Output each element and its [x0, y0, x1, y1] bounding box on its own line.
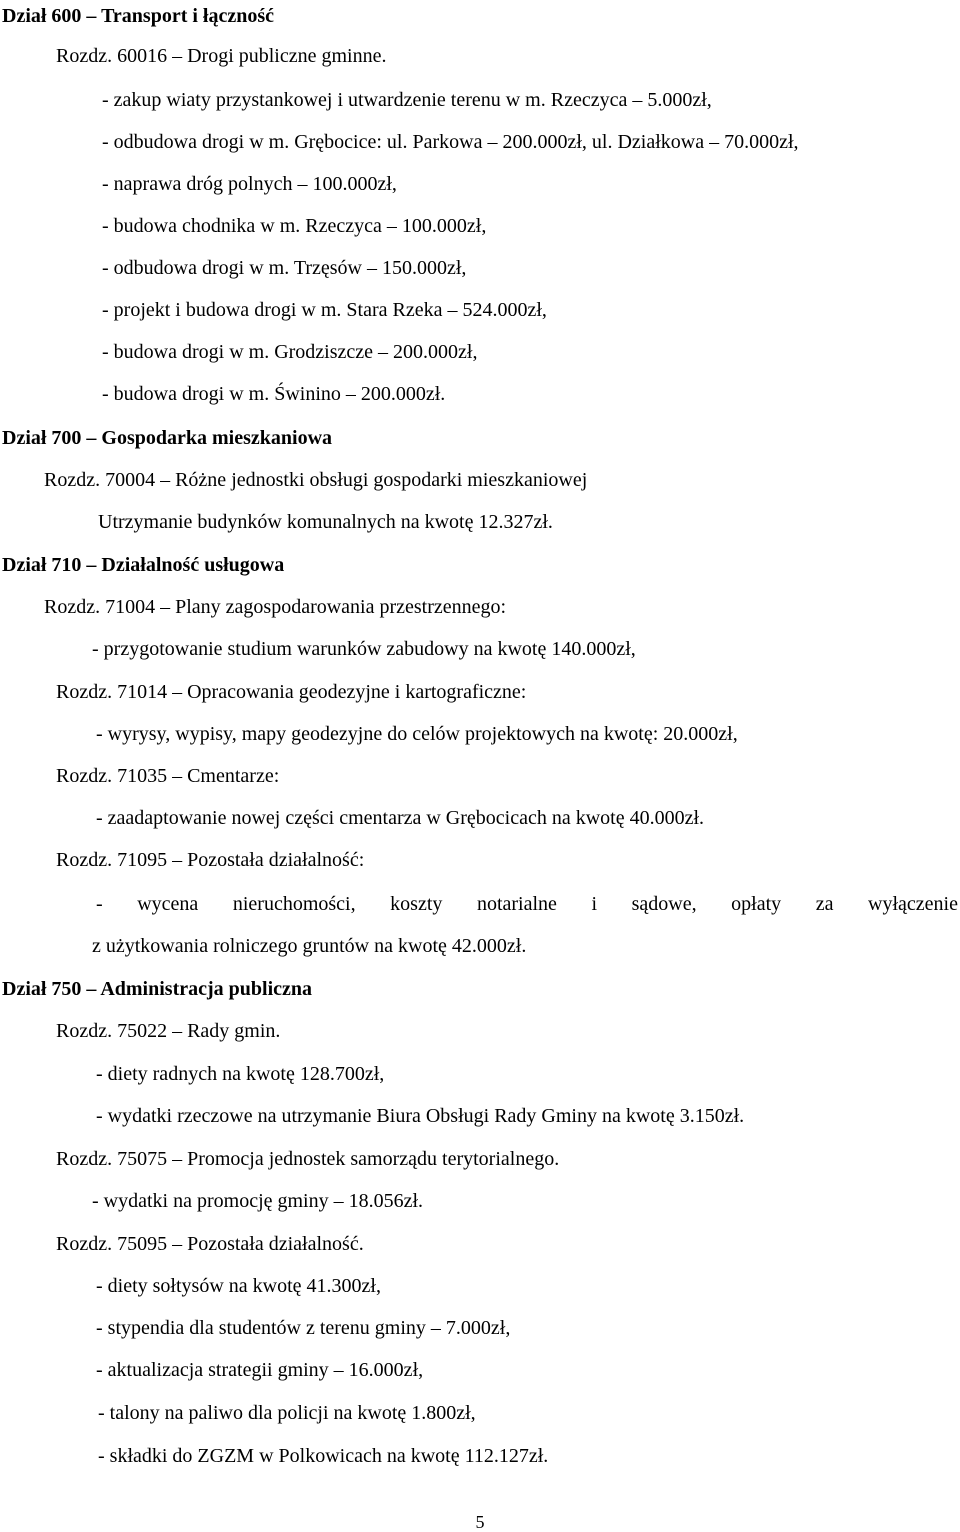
list-item: - budowa drogi w m. Grodziszcze – 200.000zł, [102, 341, 478, 363]
list-item-continuation: z użytkowania rolniczego gruntów na kwotę 42.000zł. [92, 935, 527, 957]
section-heading-750: Dział 750 – Administracja publiczna [2, 978, 313, 1000]
list-item: - budowa drogi w m. Świnino – 200.000zł. [102, 383, 446, 405]
list-item: - odbudowa drogi w m. Grębocice: ul. Parkowa – 200.000zł, ul. Działkowa – 70.000zł, [102, 131, 799, 153]
subsection-heading: Rozdz. 71035 – Cmentarze: [56, 765, 280, 787]
section-heading-710: Dział 710 – Działalność usługowa [2, 554, 285, 576]
list-item: - składki do ZGZM w Polkowicach na kwotę 112.127zł. [98, 1445, 549, 1467]
list-item: - wycena nieruchomości, koszty notarialne i sądowe, opłaty za wyłączenie [96, 893, 958, 915]
list-item: - diety radnych na kwotę 128.700zł, [96, 1063, 385, 1085]
list-item: - stypendia dla studentów z terenu gminy – 7.000zł, [96, 1317, 511, 1339]
list-item: - wydatki rzeczowe na utrzymanie Biura Obsługi Rady Gminy na kwotę 3.150zł. [96, 1105, 745, 1127]
subsection-heading: Rozdz. 75022 – Rady gmin. [56, 1020, 281, 1042]
list-item: - zaadaptowanie nowej części cmentarza w Grębocicach na kwotę 40.000zł. [96, 807, 705, 829]
subsection-heading: Rozdz. 75095 – Pozostała działalność. [56, 1233, 364, 1255]
list-item: - projekt i budowa drogi w m. Stara Rzeka – 524.000zł, [102, 299, 547, 321]
list-item: - zakup wiaty przystankowej i utwardzenie terenu w m. Rzeczyca – 5.000zł, [102, 89, 712, 111]
subsection-heading: Rozdz. 71095 – Pozostała działalność: [56, 849, 365, 871]
subsection-heading: Rozdz. 71014 – Opracowania geodezyjne i kartograficzne: [56, 681, 527, 703]
subsection-heading: Rozdz. 70004 – Różne jednostki obsługi gospodarki mieszkaniowej [44, 469, 588, 491]
list-item: - budowa chodnika w m. Rzeczyca – 100.000zł, [102, 215, 487, 237]
subsection-heading: Rozdz. 71004 – Plany zagospodarowania przestrzennego: [44, 596, 507, 618]
section-heading-600: Dział 600 – Transport i łączność [2, 5, 275, 27]
list-item: - talony na paliwo dla policji na kwotę 1.800zł, [98, 1402, 476, 1424]
list-item: - naprawa dróg polnych – 100.000zł, [102, 173, 397, 195]
subsection-heading: Rozdz. 60016 – Drogi publiczne gminne. [56, 45, 387, 67]
list-item: - aktualizacja strategii gminy – 16.000zł, [96, 1359, 424, 1381]
list-item: - odbudowa drogi w m. Trzęsów – 150.000zł, [102, 257, 467, 279]
subsection-heading: Rozdz. 75075 – Promocja jednostek samorządu terytorialnego. [56, 1148, 560, 1170]
list-item: Utrzymanie budynków komunalnych na kwotę 12.327zł. [98, 511, 553, 533]
list-item: - wydatki na promocję gminy – 18.056zł. [92, 1190, 424, 1212]
list-item: - diety sołtysów na kwotę 41.300zł, [96, 1275, 381, 1297]
section-heading-700: Dział 700 – Gospodarka mieszkaniowa [2, 427, 333, 449]
list-item: - wyrysy, wypisy, mapy geodezyjne do celów projektowych na kwotę: 20.000zł, [96, 723, 738, 745]
list-item: - przygotowanie studium warunków zabudowy na kwotę 140.000zł, [92, 638, 636, 660]
page-number: 5 [475, 1512, 485, 1532]
